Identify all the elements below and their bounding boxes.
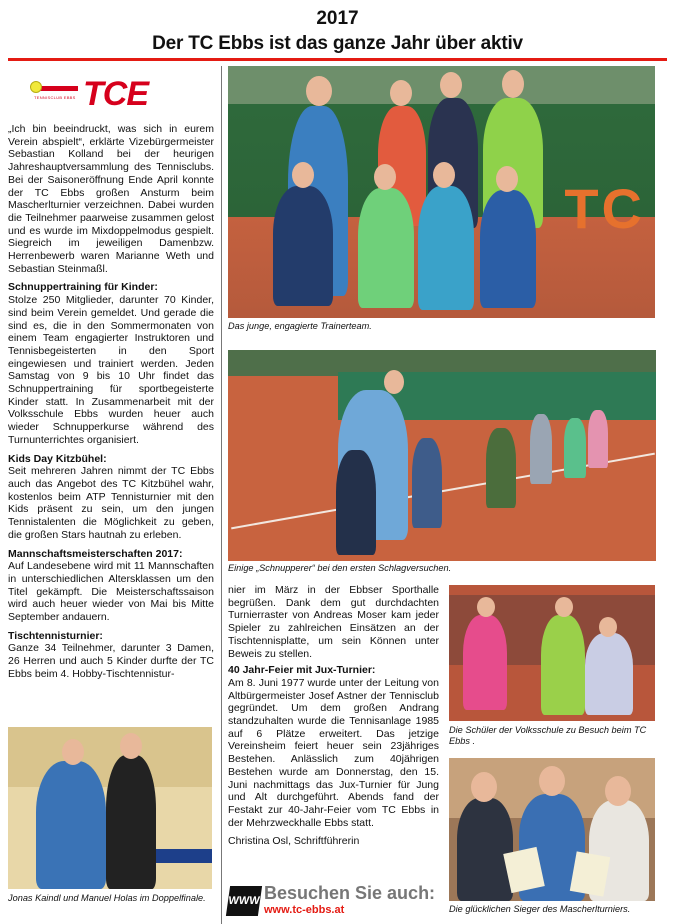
person-head (62, 739, 84, 765)
trainer-team-photo (228, 66, 655, 318)
person-head (471, 772, 497, 802)
volksschule-photo (449, 585, 655, 721)
person (36, 761, 106, 889)
website-link[interactable]: www.tc-ebbs.at (264, 904, 345, 916)
section-heading-tischtennis: Tischtennisturnier: (8, 629, 103, 642)
website-banner[interactable] (227, 883, 436, 920)
person-head (599, 617, 617, 637)
middle-column (228, 584, 439, 852)
headline-red-rule (8, 58, 667, 61)
person-head (555, 597, 573, 617)
person (541, 615, 585, 715)
person-head (306, 76, 332, 106)
section-heading-kids-day: Kids Day Kitzbühel: (8, 452, 107, 465)
section-heading-40-jahr-feier: 40 Jahr-Feier mit Jux-Turnier: (228, 664, 376, 677)
tennis-ball-icon (30, 81, 42, 93)
section-text-kids-day: Seit mehreren Jahren nimmt der TC Ebbs auch das Angebot des TC Kitzbühel wahr, kostenlos beim ATP Tennisturnier mit den Kids präsent zu sein, um den jungen Tennistalenten die Möglichkeit zu geben, die großen Stars hautnah zu erleben. (8, 465, 214, 541)
person (457, 798, 513, 901)
court-sign-text: TC (564, 177, 645, 240)
person-head (292, 162, 314, 188)
signature: Christina Osl, Schriftführerin (228, 835, 360, 848)
person (588, 410, 608, 468)
www-badge: WWW (226, 886, 262, 916)
person-head (440, 72, 462, 98)
person-head (502, 70, 524, 98)
visit-text: Besuchen Sie auch: (264, 883, 436, 903)
sieger-caption: Die glücklichen Sieger des Mascherlturniers. (449, 904, 631, 914)
certificate (570, 851, 610, 896)
person-head (433, 162, 455, 188)
person (486, 428, 516, 508)
doppel-photo (8, 727, 212, 889)
intro-paragraph: „Ich bin beeindruckt, was sich in eurem Verein abspielt“, erklärte Vizebürgermeister Sebastian Kolland bei der heurigen Jahreshauptversammlung des Tennisclubs. Bei der Saisoneröffnung Ende April konnte der TC Ebbs großen Ansturm beim Mascherlturnier verzeichnen. Dabei wurden die Teilnehmer paarweise zusammen gelost und es wurde im Mixdoppelmodus gespielt. Siegreich im jeweiligen Damenbzw. Herrenbewerb waren Marianne Weth und Sebastian Steinmaßl. (8, 123, 214, 275)
person-head (605, 776, 631, 806)
person (106, 755, 156, 889)
person-head (390, 80, 412, 106)
person (418, 186, 474, 310)
left-column (8, 123, 214, 687)
schnupperer-caption: Einige „Schnupperer“ bei den ersten Schlagversuchen. (228, 563, 452, 573)
person (412, 438, 442, 528)
logo-text: TCE (83, 75, 148, 113)
section-text-schnuppertraining: Stolze 250 Mitglieder, darunter 70 Kinder, sind beim Verein gemeldet. Und gerade die sind es, die in den Sommermonaten von einem Team engagierter Instruktoren und Tennisbegeisterten in den Sport eingewiesen und trainiert werden. Jeden Samstag von 9 bis 10 Uhr findet das Schnuppertraining für sportbegeisterte Kinder statt. In Zusammenarbeit mit der Volksschule Ebbs wurden heuer auch wieder Schnupperkurse während des Turnunterrichtes organisiert. (8, 294, 214, 446)
tce-logo (30, 75, 165, 115)
person-head (477, 597, 495, 617)
section-heading-schnuppertraining: Schnuppertraining für Kinder: (8, 281, 158, 294)
person (463, 615, 507, 710)
person (480, 190, 536, 308)
volksschule-caption: Die Schüler der Volksschule zu Besuch beim TC Ebbs . (449, 725, 647, 746)
person (585, 633, 633, 715)
person (358, 188, 414, 308)
person (530, 414, 552, 484)
year-heading: 2017 (316, 8, 359, 29)
person-head (539, 766, 565, 796)
person (564, 418, 586, 478)
doppel-caption: Jonas Kaindl und Manuel Holas im Doppelfinale. (8, 893, 206, 903)
section-heading-mannschaft: Mannschaftsmeisterschaften 2017: (8, 547, 183, 560)
person (273, 186, 333, 306)
person-head (374, 164, 396, 190)
logo-subtext: TENNISCLUB EBBS (34, 95, 76, 100)
continuation-paragraph: nier im März in der Ebbser Sporthalle begrüßen. Dank dem gut durchdachten Turnierraster von Andreas Moser kam jeder Spieler zu zahlreichen Einsätzen an der Tischtennisplatte, um sein Können unter Beweis zu stellen. (228, 584, 439, 660)
section-text-40-jahr-feier: Am 8. Juni 1977 wurde unter der Leitung von Altbürgermeister Josef Astner der Tennisclub gegründet. Um dem großen Andrang standzuhalten wurde die Tennisanlage 1985 auf 6 Plätze erweitert. Das jetzige Vereinsheim feiert heuer sein 23jähriges Bestehen. Anlässlich zum 40jährigen Bestehen wurde am Donnerstag, den 15. Juni nachmittags das Jux-Turnier für Jung und Alt durchgeführt. Abends fand der Festakt zur 40-Jahr-Feier vom TC Ebbs in der Mehrzweckhalle Ebbs statt. (228, 676, 439, 829)
person-head (384, 370, 404, 394)
person-head (496, 166, 518, 192)
section-text-tischtennis: Ganze 34 Teilnehmer, darunter 3 Damen, 26 Herren und auch 5 Kinder durfte der TC Ebbs beim 4. Hobby-Tischtennistur- (8, 642, 214, 680)
column-divider (221, 66, 222, 924)
section-text-mannschaft: Auf Landesebene wird mit 11 Mannschaften in unterschiedlichen Altersklassen um den Titel gekämpft. Die Meisterschaftssaison wird auch heuer wieder von Mai bis Mitte September andauern. (8, 560, 214, 624)
trainer-team-caption: Das junge, engagierte Trainerteam. (228, 321, 372, 331)
article-headline: Der TC Ebbs ist das ganze Jahr über aktiv (152, 33, 523, 54)
person-head (120, 733, 142, 759)
sieger-photo (449, 758, 655, 901)
person (336, 450, 376, 555)
schnupperer-photo (228, 350, 656, 561)
